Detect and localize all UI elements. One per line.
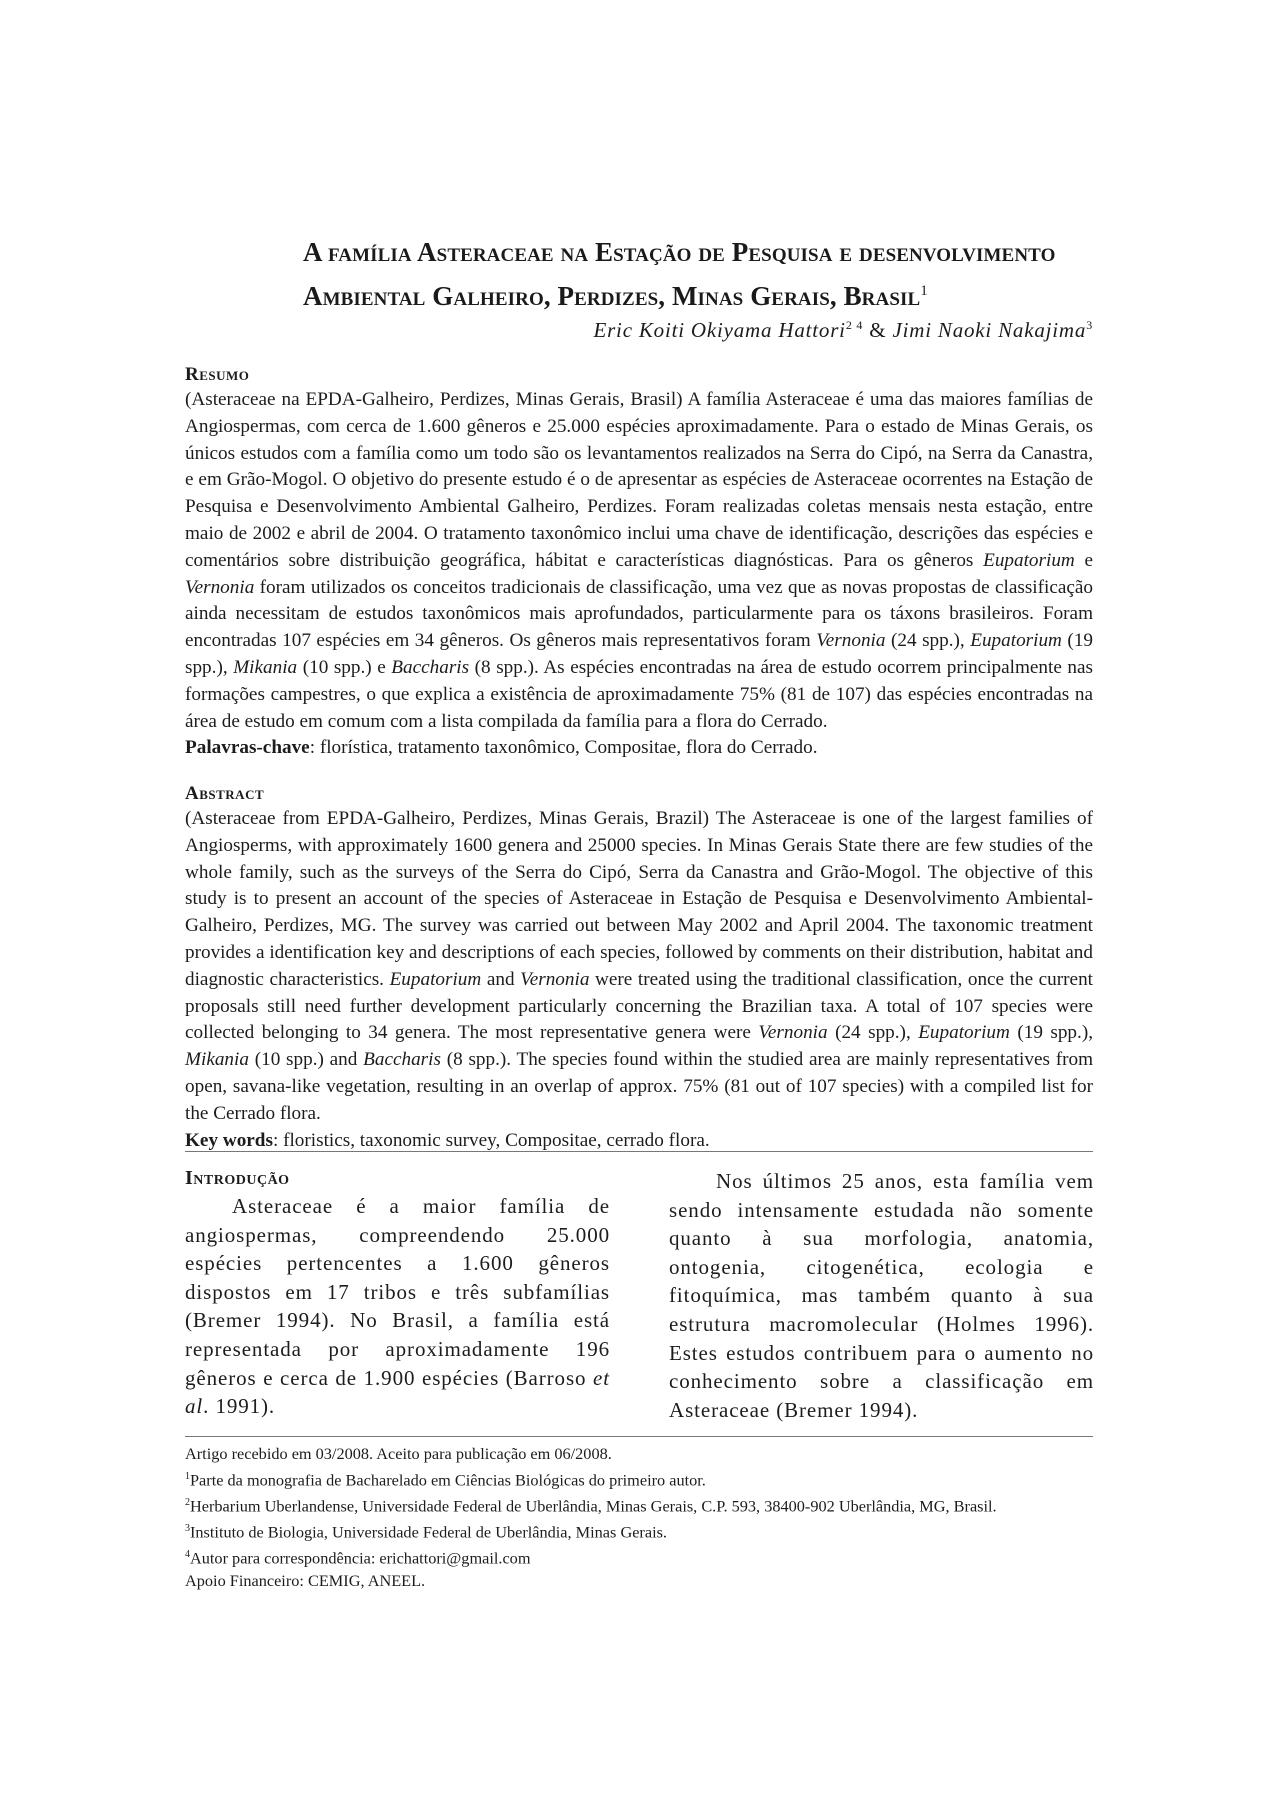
resumo-heading: Resumo	[185, 364, 250, 385]
resumo-count-3: (10 spp.) e	[297, 656, 392, 678]
abstract-count-3: (10 spp.) and	[248, 1049, 364, 1071]
intro-right-column	[669, 1167, 1094, 1424]
abstract-text-1: (Asteraceae from EPDA-Galheiro, Perdizes, Minas Gerais, Brazil) The Asteraceae is one of the largest families of Angiosperms, with approximately 1600 genera and 25000 species. In Minas Gerais State there are few studies of the whole family, such as the surveys of the Serra do Cipó, Serra da Canastra and Grão-Mogol. The objective of this study is to present an account of the species of Asteraceae in Estação de Pesquisa e Desenvolvimento Ambiental-Galheiro, Perdizes, MG. The survey was carried out between May 2002 and April 2004. The taxonomic treatment provides a identification key and descriptions of each species, followed by comments on their distribution, habitat and diagnostic characteristics.	[185, 808, 1093, 990]
resumo-genus-3: Mikania	[233, 656, 298, 678]
intro-paragraph-1	[185, 1192, 610, 1421]
abstract-text-2: were treated using the traditional classification, once the current proposals still need further development particularly concerning the Brazilian taxa. A total of 107 species were collected belonging to 34 genera. The most representative genera were	[185, 968, 1093, 1044]
abstract-genus-eupatorium: Eupatorium	[389, 968, 482, 990]
title-line-1: A família Asteraceae na Estação de Pesquisa e desenvolvimento	[303, 237, 1056, 267]
resumo-genus-vernonia: Vernonia	[185, 576, 255, 598]
abstract-genus-3: Mikania	[185, 1049, 249, 1071]
abstract-section	[185, 782, 1093, 1154]
title-footnote-mark: 1	[920, 283, 928, 299]
footnote-2-mark: 2	[185, 1496, 190, 1508]
resumo-genus-eupatorium: Eupatorium	[983, 549, 1075, 571]
author-2: Jimi Naoki Nakajima	[892, 318, 1087, 342]
footnote-funding: Apoio Financeiro: CEMIG, ANEEL.	[185, 1570, 426, 1590]
author-2-affiliation: 3	[1086, 318, 1093, 332]
footnote-divider	[185, 1436, 1093, 1437]
intro-left-column	[185, 1164, 610, 1421]
author-1: Eric Koiti Okiyama Hattori	[593, 318, 846, 342]
resumo-genus-1: Vernonia	[816, 630, 886, 652]
abstract-genus-vernonia: Vernonia	[520, 968, 590, 990]
title-line-2-text: Ambiental Galheiro, Perdizes, Minas Gerais, Brasil	[303, 281, 921, 311]
abstract-text-and: and	[481, 968, 521, 990]
footnote-1	[185, 1466, 1093, 1492]
resumo-keywords-label: Palavras-chave	[185, 737, 310, 759]
footnote-received: Artigo recebido em 03/2008. Aceito para publicação em 06/2008.	[185, 1444, 612, 1463]
footnotes	[185, 1443, 1093, 1592]
footnote-2-text: Herbarium Uberlandense, Universidade Federal de Uberlândia, Minas Gerais, C.P. 593, 38400-902 Uberlândia, MG, Brasil.	[190, 1496, 997, 1516]
intro-etal: et al	[185, 1365, 610, 1419]
resumo-genus-2: Eupatorium	[970, 630, 1062, 652]
footnote-2	[185, 1492, 1093, 1518]
abstract-count-2: (19 spp.),	[1009, 1022, 1094, 1044]
footnote-3-mark: 3	[185, 1522, 190, 1534]
article-title	[303, 233, 1123, 316]
resumo-count-1: (24 spp.),	[885, 630, 971, 652]
abstract-genus-4: Baccharis	[363, 1049, 441, 1071]
resumo-genus-4: Baccharis	[391, 656, 470, 678]
footnote-3-text: Instituto de Biologia, Universidade Federal de Uberlândia, Minas Gerais.	[190, 1522, 668, 1542]
resumo-keywords	[185, 735, 1093, 762]
abstract-genus-2: Eupatorium	[918, 1022, 1010, 1044]
resumo-text-1: (Asteraceae na EPDA-Galheiro, Perdizes, Minas Gerais, Brasil) A família Asteraceae é uma das maiores famílias de Angiospermas, com cerca de 1.600 gêneros e 25.000 espécies aproximadamente. Para o estado de Minas Gerais, os únicos estudos com a família como um todo são os levantamentos realizados na Serra do Cipó, na Serra da Canastra, e em Grão-Mogol. O objetivo do presente estudo é o de apresentar as espécies de Asteraceae ocorrentes na Estação de Pesquisa e Desenvolvimento Ambiental Galheiro, Perdizes. Foram realizadas coletas mensais nesta estação, entre maio de 2002 e abril de 2004. O tratamento taxonômico inclui uma chave de identificação, descrições das espécies e comentários sobre distribuição geográfica, hábitat e características diagnósticas. Para os gêneros	[185, 389, 1093, 571]
abstract-keywords-text: : floristics, taxonomic survey, Compositae, cerrado flora.	[272, 1129, 710, 1151]
abstract-keywords-label: Key words	[185, 1129, 273, 1151]
abstract-text-3: (8 spp.). The species found within the studied area are mainly representatives from open, savana-like vegetation, resulting in an overlap of approx. 75% (81 out of 107 species) with a compiled list for the Cerrado flora.	[185, 1049, 1094, 1124]
abstract-count-1: (24 spp.),	[827, 1022, 919, 1044]
resumo-text-e: e	[1074, 549, 1093, 571]
abstract-heading: Abstract	[185, 783, 265, 804]
resumo-section	[185, 363, 1093, 762]
author-separator: &	[869, 318, 887, 342]
footnote-1-text: Parte da monografia de Bacharelado em Ciências Biológicas do primeiro autor.	[190, 1470, 706, 1490]
resumo-keywords-text: : florística, tratamento taxonômico, Compositae, flora do Cerrado.	[309, 737, 818, 759]
footnote-3	[185, 1518, 1093, 1544]
resumo-count-2: (19 spp.),	[185, 630, 1094, 678]
footnote-1-mark: 1	[185, 1470, 190, 1482]
footnote-4	[185, 1544, 1093, 1570]
intro-heading: Introdução	[185, 1167, 290, 1189]
abstract-genus-1: Vernonia	[758, 1022, 828, 1044]
title-line-2	[303, 272, 1123, 316]
author-1-affiliation: 2 4	[845, 318, 864, 332]
resumo-text-2: foram utilizados os conceitos tradicionais de classificação, uma vez que as novas propostas de classificação ainda necessitam de estudos taxonômicos mais aprofundados, particularmente para os táxons brasileiros. Foram encontradas 107 espécies em 34 gêneros. Os gêneros mais representativos foram	[185, 576, 1093, 652]
footnote-4-text: Autor para correspondência: erichattori@gmail.com	[190, 1548, 531, 1568]
intro-text-1: Asteraceae é a maior família de angiospermas, compreendendo 25.000 espécies pertencentes a 1.600 gêneros dispostos em 17 tribos e três subfamílias (Bremer 1994). No Brasil, a família está representada por aproximadamente 196 gêneros e cerca de 1.900 espécies (Barroso	[185, 1194, 610, 1390]
section-divider	[185, 1151, 1093, 1152]
footnote-4-mark: 4	[185, 1548, 190, 1560]
authors-line	[593, 318, 1093, 343]
intro-text-2: . 1991).	[203, 1394, 276, 1419]
intro-paragraph-2: Nos últimos 25 anos, esta família vem sendo intensamente estudada não somente quanto à sua morfologia, anatomia, ontogenia, citogenética, ecologia e fitoquímica, mas também quanto à sua estrutura macromolecular (Holmes 1996). Estes estudos contribuem para o aumento no conhecimento sobre a classificação em Asteraceae (Bremer 1994).	[669, 1169, 1094, 1422]
abstract-body	[185, 806, 1093, 1128]
resumo-body	[185, 387, 1093, 735]
resumo-text-3: (8 spp.). As espécies encontradas na área de estudo ocorrem principalmente nas formações campestres, o que explica a existência de aproximadamente 75% (81 de 107) das espécies encontradas na área de estudo em comum com a lista compilada da família para a flora do Cerrado.	[185, 656, 1093, 732]
